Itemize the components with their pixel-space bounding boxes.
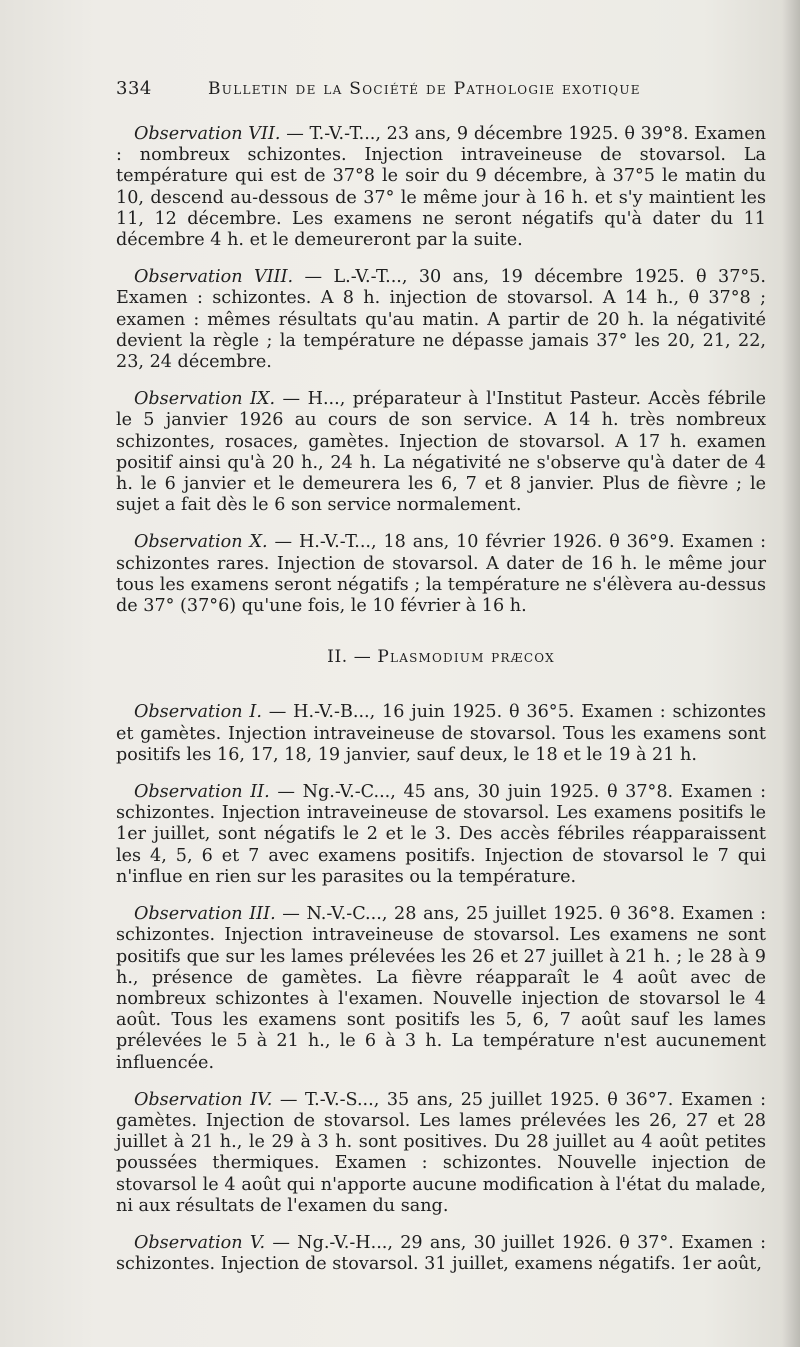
- page-number: 334: [116, 78, 152, 99]
- observation-paragraph: [116, 124, 766, 251]
- running-title: Bulletin de la Société de Pathologie exotique: [208, 79, 641, 99]
- observation-label: Observation VII.: [134, 124, 281, 144]
- observation-paragraph: [116, 532, 766, 617]
- observation-label: Observation III.: [134, 904, 276, 925]
- page-edge-shadow: [782, 0, 800, 1347]
- observation-paragraph: [116, 904, 766, 1074]
- observation-label: Observation IV.: [134, 1089, 273, 1110]
- observation-label: Observation V.: [134, 1232, 266, 1253]
- section-heading: [116, 647, 766, 668]
- observation-label: Observation I.: [134, 702, 262, 723]
- running-header: [116, 78, 766, 99]
- observation-text: — N.-V.-C..., 28 ans, 25 juillet 1925. θ 36°8. Examen : schizontes. Injection intraveineuse de stovarsol. Les examens ne sont positifs que sur les lames prélevées les 26 et 27 juillet à 21 h. ; le 28 à 9 h., présence de gamètes. La fièvre réapparaît le 4 août avec de nombreux schizontes à l'examen. Nouvelle injection de stovarsol le 4 août. Tous les examens sont positifs les 5, 6, 7 août sauf les lames prélevées le 5 à 21 h., le 6 à 3 h. La température n'est aucunement influencée.: [116, 904, 766, 1073]
- observation-text: — Ng.-V.-H..., 29 ans, 30 juillet 1926. θ 37°. Examen : schizontes. Injection de stovarsol. 31 juillet, examens négatifs. 1er août,: [116, 1232, 766, 1275]
- observation-paragraph: [116, 1090, 766, 1217]
- observation-paragraph: [116, 389, 766, 516]
- observation-text: — H.-V.-B..., 16 juin 1925. θ 36°5. Examen : schizontes et gamètes. Injection intraveineuse de stovarsol. Tous les examens sont positifs les 16, 17, 18, 19 janvier, sauf deux, le 18 et le 19 à 21 h.: [116, 702, 766, 765]
- observation-label: Observation IX.: [134, 389, 276, 410]
- observation-text: — T.-V.-S..., 35 ans, 25 juillet 1925. θ 36°7. Examen : gamètes. Injection de stovarsol. Les lames prélevées les 26, 27 et 28 juillet à 21 h., le 29 à 3 h. sont positives. Du 28 juillet au 4 août petites poussées thermiques. Examen : schizontes. Nouvelle injection de stovarsol le 4 août qui n'apporte aucune modification à l'état du malade, ni aux résultats de l'examen du sang.: [116, 1089, 766, 1216]
- section-title: Plasmodium præcox: [377, 647, 555, 668]
- observation-text: — Ng.-V.-C..., 45 ans, 30 juin 1925. θ 37°8. Examen : schizontes. Injection intraveineuse de stovarsol. Les examens positifs le 1er juillet, sont négatifs le 2 et le 3. Des accès fébriles réapparaissent les 4, 5, 6 et 7 avec examens positifs. Injection de stovarsol le 7 qui n'influe en rien sur les parasites ou la température.: [116, 782, 767, 887]
- observation-text: — L.-V.-T..., 30 ans, 19 décembre 1925. θ 37°5. Examen : schizontes. A 8 h. injection de stovarsol. A 14 h., θ 37°8 ; examen : mêmes résultats qu'au matin. A partir de 20 h. la négativité devient la règle ; la température ne dépasse jamais 37° les 20, 21, 22, 23, 24 décembre.: [116, 267, 767, 373]
- observation-text: — T.-V.-T..., 23 ans, 9 décembre 1925. θ 39°8. Examen : nombreux schizontes. Injection intraveineuse de stovarsol. La température qui est de 37°8 le soir du 9 décembre, à 37°5 le matin du 10, descend au-dessous de 37° le même jour à 16 h. et s'y maintient les 11, 12 décembre. Les examens ne seront négatifs qu'à dater du 11 décembre 4 h. et le demeureront par la suite.: [116, 124, 766, 251]
- observation-text: — H..., préparateur à l'Institut Pasteur. Accès fébrile le 5 janvier 1926 au cours de son service. A 14 h. très nombreux schizontes, rosaces, gamètes. Injection de stovarsol. A 17 h. examen positif ainsi qu'à 20 h., 24 h. La négativité ne s'observe qu'à dater de 4 h. le 6 janvier et le demeurera les 6, 7 et 8 janvier. Plus de fièvre ; le sujet a fait dès le 6 son service normalement.: [116, 389, 766, 516]
- section-number: II. —: [327, 647, 378, 668]
- observation-text: — H.-V.-T..., 18 ans, 10 février 1926. θ 36°9. Examen : schizontes rares. Injection de stovarsol. A dater de 16 h. le même jour tous les examens seront négatifs ; la température ne s'élèvera au-dessus de 37° (37°6) qu'une fois, le 10 février à 16 h.: [116, 532, 767, 617]
- observation-label: Observation VIII.: [134, 267, 294, 288]
- observation-paragraph: [116, 267, 766, 373]
- observation-paragraph: [116, 782, 766, 888]
- observation-label: Observation II.: [134, 782, 270, 803]
- observation-label: Observation X.: [134, 532, 268, 553]
- observation-paragraph: [116, 1233, 766, 1275]
- body-text: [116, 124, 766, 1291]
- observation-paragraph: [116, 702, 766, 766]
